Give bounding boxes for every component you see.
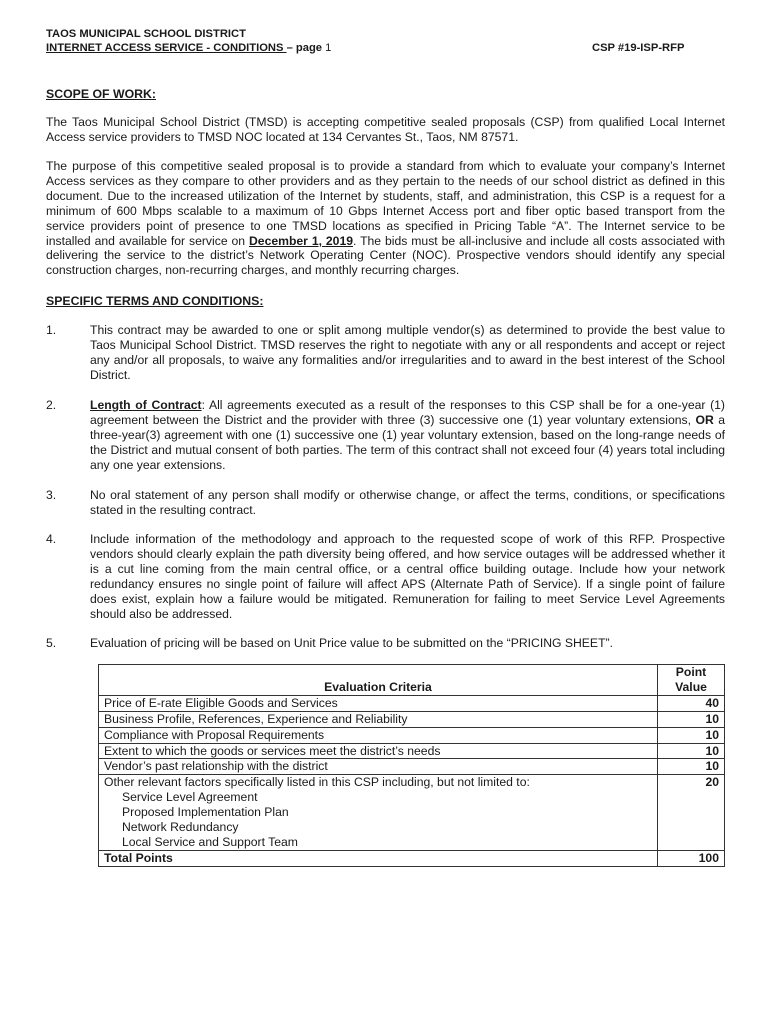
points-cell: 10: [658, 759, 725, 775]
term-number: 4.: [46, 532, 57, 546]
table-row-other-factors: [99, 775, 725, 851]
csp-number: CSP #19-ISP-RFP: [592, 42, 685, 54]
total-label: Total Points: [99, 850, 658, 866]
term-text: Evaluation of pricing will be based on Unit Price value to be submitted on the “PRICING SHEET”.: [90, 636, 613, 650]
criteria-cell: Compliance with Proposal Requirements: [99, 727, 658, 743]
term-text: This contract may be awarded to one or split among multiple vendor(s) as determined to provide the best value to Taos Municipal School District. TMSD reserves the right to negotiate with any or all respondents and accept or reject any and/or all proposals, to waive any formalities and/or irregularities and to award in the best interest of the School District.: [90, 323, 725, 382]
sub-criteria-item: Proposed Implementation Plan: [122, 805, 289, 820]
or-keyword: OR: [695, 412, 714, 427]
scope-p2-text-a: The purpose of this competitive sealed proposal is to provide a standard from which to evaluate your company’s Internet Access services as they compare to other providers and as they pertain to the needs of our school district as defined in this document. Due to the increased utilization of the Internet by students, staff, and administration, this CSP is a request for a minimum of 600 Mbps scalable to a maximum of 10 Gbps Internet Access port and fiber optic based transport from the service providers point of presence to one TMSD locations as specified in Pricing Table “A”. The Internet service to be installed and available for service on: [46, 159, 725, 248]
page-number: 1: [325, 42, 332, 54]
page-dash: – page: [286, 42, 326, 54]
term-number: 5.: [46, 636, 57, 650]
title-text: INTERNET ACCESS SERVICE - CONDITIONS: [46, 42, 287, 54]
terms-heading: SPECIFIC TERMS AND CONDITIONS:: [46, 294, 264, 308]
criteria-cell: Price of E-rate Eligible Goods and Services: [99, 695, 658, 711]
district-name: TAOS MUNICIPAL SCHOOL DISTRICT: [46, 28, 246, 40]
points-header-line-2: Value: [675, 679, 707, 694]
term-text-b: a three-year(3) agreement with one (1) successive one (1) year voluntary extension, based on the long-range needs of the District and mutual consent of both parties. The term of this contract shall not exceed four (4) years total including any one year extensions.: [90, 412, 726, 472]
term-number: 3.: [46, 488, 57, 502]
term-text: Include information of the methodology and approach to the requested scope of work of this RFP. Prospective vendors should clearly explain the path diversity being offered, and how service outages will be addressed whether it is a cut line coming from the main central office, or a central office building outage. Include how your network redundancy ensures no single point of failure will affect APS (Alternate Path of Service). If a single point of failure does exist, explain how a failure would be mitigated. Remuneration for failing to meet Service Level Agreements should also be addressed.: [90, 532, 725, 621]
scope-paragraph-1: The Taos Municipal School District (TMSD) is accepting competitive sealed proposals (CSP) from qualified Local Internet Access service providers to TMSD NOC located at 134 Cervantes St., Taos, NM 87571.: [46, 115, 725, 144]
term-item-1: [46, 323, 725, 383]
table-row: [99, 711, 725, 727]
points-cell: 10: [658, 743, 725, 759]
term-item-3: [46, 488, 725, 518]
table-total-row: [99, 850, 725, 866]
term-item-4: [46, 532, 725, 621]
term-text: [90, 398, 725, 473]
term-number: 1.: [46, 323, 57, 337]
criteria-cell: Vendor’s past relationship with the district: [99, 759, 658, 775]
points-cell: 20: [658, 775, 725, 851]
points-cell: 10: [658, 727, 725, 743]
sub-criteria-item: Local Service and Support Team: [122, 834, 298, 849]
table-row: [99, 695, 725, 711]
length-of-contract-label: Length of Contract: [90, 398, 202, 412]
points-header: [658, 665, 725, 696]
points-header-line-1: Point: [675, 665, 707, 679]
criteria-cell: Extent to which the goods or services meet the district’s needs: [99, 743, 658, 759]
document-title: [46, 41, 331, 55]
term-item-2: [46, 398, 725, 473]
other-factors-text: Other relevant factors specifically listed in this CSP including, but not limited to:: [104, 775, 530, 790]
points-cell: 10: [658, 711, 725, 727]
term-text-a: : All agreements executed as a result of the responses to this CSP shall be for a one-year (1) agreement between the District and the provider with three (3) successive one (1) year voluntary extensions,: [90, 398, 725, 427]
table-row: [99, 759, 725, 775]
term-text: No oral statement of any person shall modify or otherwise change, or affect the terms, conditions, or specifications stated in the resulting contract.: [90, 488, 725, 517]
sub-criteria-item: Service Level Agreement: [122, 790, 258, 805]
table-row: [99, 743, 725, 759]
term-number: 2.: [46, 398, 57, 412]
criteria-cell: [99, 775, 658, 851]
sub-criteria-item: Network Redundancy: [122, 820, 239, 835]
table-header-row: [99, 665, 725, 696]
criteria-header: Evaluation Criteria: [99, 665, 658, 696]
criteria-cell: Business Profile, References, Experience and Reliability: [99, 711, 658, 727]
evaluation-criteria-table: [98, 664, 725, 867]
scope-heading: SCOPE OF WORK:: [46, 87, 156, 101]
scope-paragraph-2: [46, 159, 725, 278]
scope-p2-text-b: . The bids must be all-inclusive and include all costs associated with delivering the service to the district’s Network Operating Center (NOC). Prospective vendors should identify any special construction charges, non-recurring charges, and monthly recurring charges.: [46, 233, 725, 278]
total-points: 100: [658, 850, 725, 866]
service-date: December 1, 2019: [248, 233, 354, 248]
term-item-5: [46, 636, 725, 651]
table-row: [99, 727, 725, 743]
points-cell: 40: [658, 695, 725, 711]
